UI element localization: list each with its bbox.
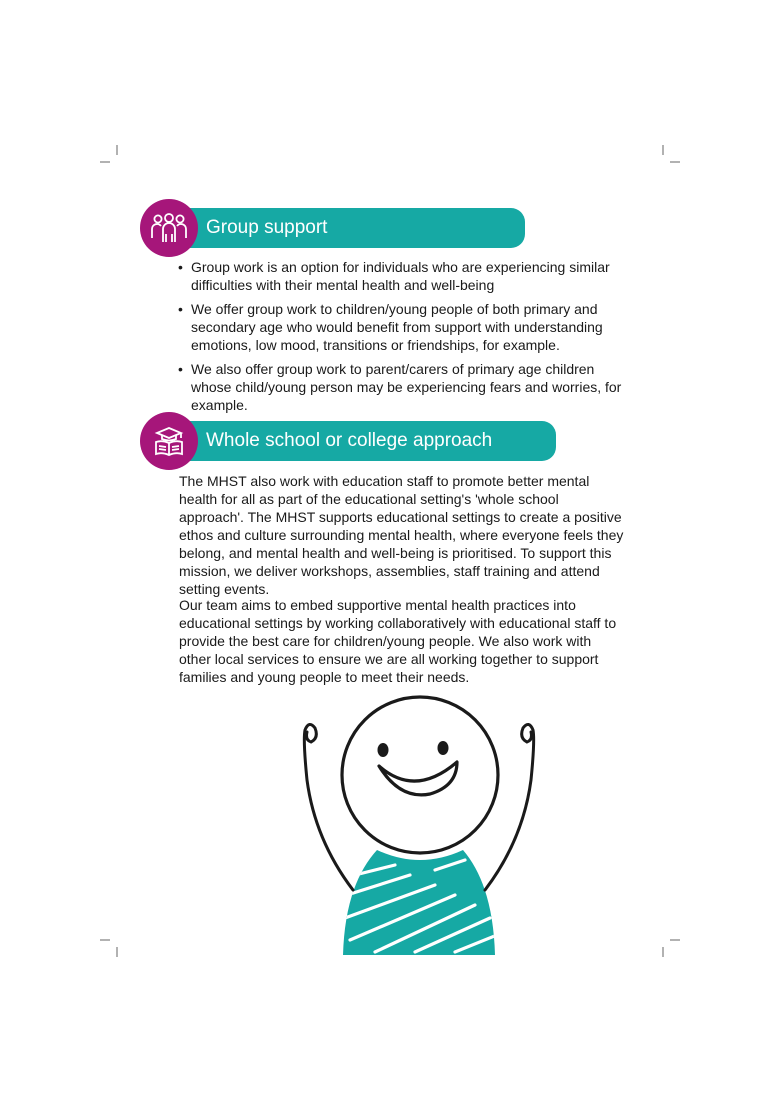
graduation-book-icon [140, 412, 198, 470]
group-support-bullets [178, 258, 628, 420]
smiling-figure-illustration [285, 690, 555, 955]
group-support-title: Group support [184, 208, 525, 248]
whole-school-paragraph: The MHST also work with education staff to promote better mental health for all as part of the educational setting's 'whole school approach'. The MHST supports educational settings to create a positive ethos and culture surrounding mental health, where everyone feels they belong, and mental health and well-being is prioritised. To support this mission, we deliver workshops, assemblies, staff training and attend setting events. [179, 473, 624, 597]
bullet-item: • Group work is an option for individuals who are experiencing similar difficulties with their mental health and well-being [178, 258, 628, 294]
whole-school-paragraph: Our team aims to embed supportive mental health practices into educational settings by working collaboratively with educational staff to provide the best care for children/young people. We also work with other local services to ensure we are all working together to support families and young people to meet their needs. [179, 597, 617, 685]
crop-mark-top-left [100, 145, 122, 167]
crop-mark-bottom-right [658, 935, 680, 957]
bullet-item: • We also offer group work to parent/carers of primary age children whose child/young person may be experiencing fears and worries, for example. [178, 360, 628, 414]
group-people-icon [140, 199, 198, 257]
crop-mark-bottom-left [100, 935, 122, 957]
crop-mark-top-right [658, 145, 680, 167]
bullet-item: • We offer group work to children/young people of both primary and secondary age who would benefit from support with understanding emotions, low mood, transitions or friendships, for example. [178, 300, 628, 354]
whole-school-title: Whole school or college approach [184, 421, 556, 461]
